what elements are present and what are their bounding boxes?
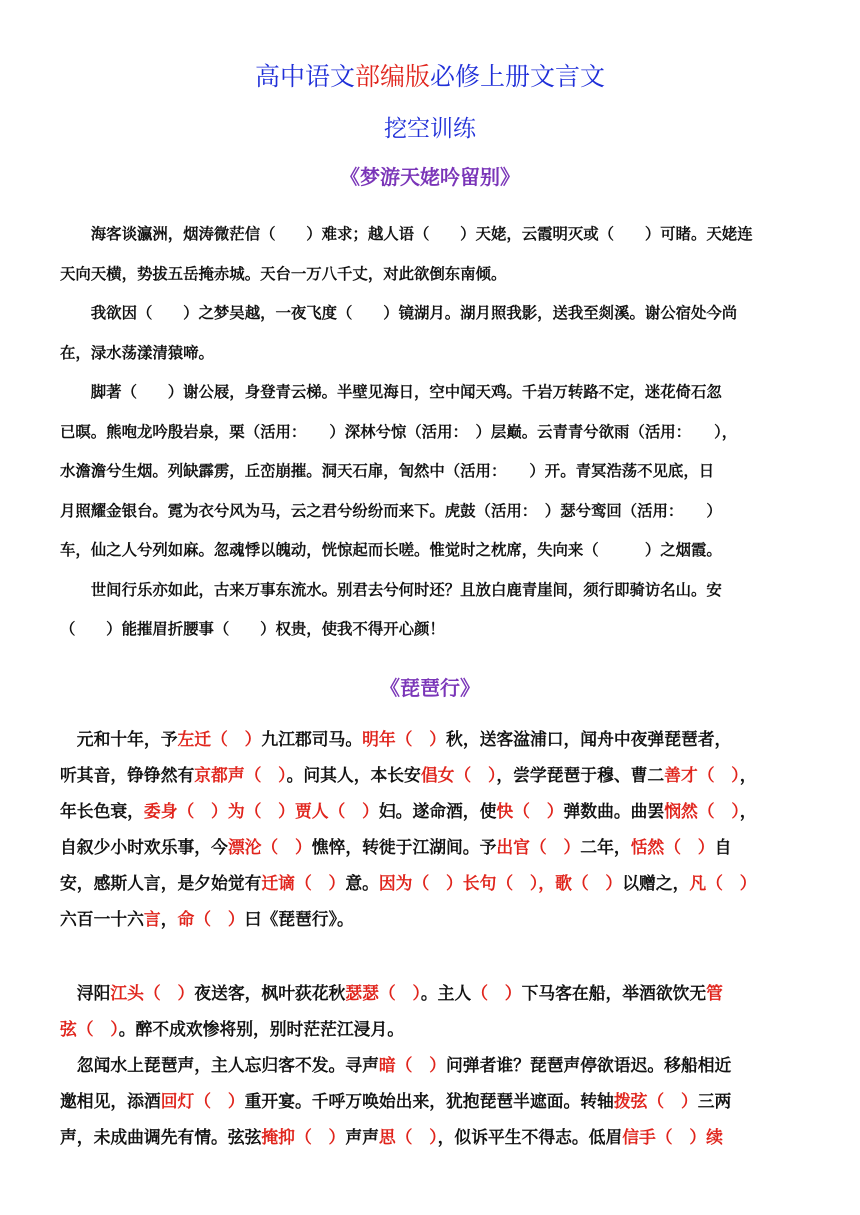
line-text: 妇。遂命酒，使 bbox=[378, 801, 497, 821]
line-text: 秋，送客湓浦口，闻舟中夜弹琵琶者， bbox=[446, 729, 732, 749]
title-part-3: 必修上册文言文 bbox=[430, 62, 606, 91]
blank-term: 瑟瑟（ ） bbox=[345, 983, 421, 1003]
line-text: 二年， bbox=[580, 837, 631, 857]
line-text: 下马客在船，举酒欲饮无 bbox=[521, 983, 707, 1003]
poem1-line: 我欲因（ ）之梦吴越，一夜飞度（ ）镜湖月。湖月照我影，送我至剡溪。谢公宿处今尚 bbox=[60, 304, 738, 322]
line-text: 年长色衰， bbox=[60, 801, 144, 821]
line-text: ， bbox=[160, 909, 178, 929]
line-text: 以赠之， bbox=[622, 873, 690, 893]
poem1-line: 世间行乐亦如此，古来万事东流水。别君去兮何时还？且放白鹿青崖间，须行即骑访名山。安 bbox=[60, 581, 722, 599]
poem2-line bbox=[60, 1124, 804, 1150]
line-text: 元和十年，予 bbox=[60, 729, 178, 749]
line-text: 。醉不成欢惨将别，别时茫茫江浸月。 bbox=[118, 1019, 405, 1039]
title-part-2: 部编版 bbox=[354, 62, 430, 91]
line-text: ， bbox=[739, 765, 757, 785]
poem2-line bbox=[60, 762, 804, 788]
blank-term: 掩抑（ ） bbox=[261, 1127, 346, 1147]
line-text: 安，感斯人言，是夕始觉有 bbox=[60, 873, 262, 893]
blank-term: 因为（ ）长句（ ），歌（ ） bbox=[378, 873, 623, 893]
line-text: 意。 bbox=[345, 873, 379, 893]
blank-term: 凡（ ） bbox=[689, 873, 757, 893]
blank-term: 左迁（ ） bbox=[177, 729, 262, 749]
blank-term: 弦（ ） bbox=[60, 1019, 119, 1039]
blank-term: 管 bbox=[706, 983, 723, 1003]
blank-term: 京都声（ ） bbox=[194, 765, 287, 785]
poem2-line bbox=[60, 980, 804, 1006]
blank-term: 言 bbox=[143, 909, 161, 929]
blank-term: 思（ ） bbox=[378, 1127, 438, 1147]
poem1-line: 天向天横，势拔五岳掩赤城。天台一万八千丈，对此欲倒东南倾。 bbox=[60, 265, 507, 283]
line-text: 问弹者谁？琵琶声停欲语迟。移船相近 bbox=[446, 1055, 732, 1075]
blank-term: 快（ ） bbox=[496, 801, 564, 821]
line-text: 夜送客，枫叶荻花秋 bbox=[194, 983, 346, 1003]
line-text: ，尝学琵琶于穆、曹二 bbox=[496, 765, 665, 785]
blank-term: 拨弦（ ） bbox=[613, 1091, 698, 1111]
poem1-line: 脚著（ ）谢公屐，身登青云梯。半壁见海日，空中闻天鸡。千岩万转路不定，迷花倚石忽 bbox=[60, 383, 722, 401]
poem1-title: 《梦游天姥吟留别》 bbox=[340, 165, 520, 189]
title-part-1: 高中语文 bbox=[254, 62, 355, 91]
line-text: ，似诉平生不得志。低眉 bbox=[437, 1127, 623, 1147]
line-text: 九江郡司马。 bbox=[261, 729, 363, 749]
blank-term: 迁谪（ ） bbox=[261, 873, 346, 893]
blank-term: 明年（ ） bbox=[362, 729, 447, 749]
line-text: 。问其人，本长安 bbox=[286, 765, 421, 785]
blank-term: 回灯（ ） bbox=[160, 1091, 245, 1111]
document-title bbox=[0, 60, 860, 94]
line-text: 自叙少小时欢乐事，今 bbox=[60, 837, 228, 857]
poem2-line bbox=[60, 798, 804, 824]
blank-term: （ ） bbox=[471, 983, 522, 1003]
blank-term: 倡女（ ） bbox=[420, 765, 497, 785]
poem1-line: （ ）能摧眉折腰事（ ）权贵，使我不得开心颜！ bbox=[60, 620, 445, 638]
line-text: ， bbox=[739, 801, 757, 821]
line-text: 六百一十六 bbox=[60, 909, 144, 929]
blank-term: 委身（ ）为（ ）贾人（ ） bbox=[143, 801, 379, 821]
poem1-line: 水澹澹兮生烟。列缺霹雳，丘峦崩摧。洞天石扉，訇然中（活用： ）开。青冥浩荡不见底，日 bbox=[60, 462, 715, 480]
document-subtitle: 挖空训练 bbox=[384, 116, 476, 142]
poem1-line: 海客谈瀛洲，烟涛微茫信（ ）难求；越人语（ ）天姥，云霞明灭或（ ）可睹。天姥连 bbox=[60, 225, 753, 243]
poem2-line bbox=[60, 1052, 804, 1078]
line-text: 憔悴，转徙于江湖间。予 bbox=[311, 837, 497, 857]
blank-term: 善才（ ） bbox=[664, 765, 740, 785]
blank-term: 漂沦（ ） bbox=[227, 837, 312, 857]
line-text: 。主人 bbox=[420, 983, 472, 1003]
line-text: 忽闻水上琵琶声，主人忘归客不发。寻声 bbox=[60, 1055, 379, 1075]
poem2-line bbox=[60, 726, 804, 752]
blank-term: 暗（ ） bbox=[378, 1055, 446, 1075]
line-text: 邀相见，添酒 bbox=[60, 1091, 161, 1111]
poem2-line bbox=[60, 834, 804, 860]
blank-term: 命（ ） bbox=[177, 909, 245, 929]
poem1-line: 车，仙之人兮列如麻。忽魂悸以魄动，恍惊起而长嗟。惟觉时之枕席，失向来（ ）之烟霞。 bbox=[60, 541, 722, 559]
poem2-line bbox=[60, 1088, 804, 1114]
blank-term: 信手（ ）续 bbox=[622, 1127, 723, 1147]
line-text: 弹数曲。曲罢 bbox=[563, 801, 665, 821]
line-text: 听其音，铮铮然有 bbox=[60, 765, 195, 785]
poem2-line bbox=[60, 906, 804, 932]
blank-term: 江头（ ） bbox=[110, 983, 195, 1003]
poem2-line bbox=[60, 1016, 804, 1042]
line-text: 三两 bbox=[697, 1091, 732, 1111]
blank-term: 悯然（ ） bbox=[664, 801, 740, 821]
blank-term: 出官（ ） bbox=[496, 837, 581, 857]
poem1-line: 已暝。熊咆龙吟殷岩泉，栗（活用： ）深林兮惊（活用： ）层巅。云青青兮欲雨（活用： ）， bbox=[60, 423, 738, 441]
line-text: 声声 bbox=[345, 1127, 379, 1147]
poem2-title: 《琵琶行》 bbox=[380, 676, 480, 700]
blank-term: 恬然（ ） bbox=[630, 837, 715, 857]
line-text: 浔阳 bbox=[60, 983, 111, 1003]
line-text: 重开宴。千呼万唤始出来，犹抱琵琶半遮面。转轴 bbox=[244, 1091, 614, 1111]
line-text: 声，未成曲调先有情。弦弦 bbox=[60, 1127, 262, 1147]
poem1-line: 月照耀金银台。霓为衣兮风为马，云之君兮纷纷而来下。虎鼓（活用： ）瑟兮鸾回（活用： ） bbox=[60, 502, 722, 520]
line-text: 自 bbox=[714, 837, 732, 857]
poem2-line bbox=[60, 870, 804, 896]
poem1-line: 在，渌水荡漾清猿啼。 bbox=[60, 344, 214, 362]
line-text: 曰《琵琶行》。 bbox=[244, 909, 354, 929]
